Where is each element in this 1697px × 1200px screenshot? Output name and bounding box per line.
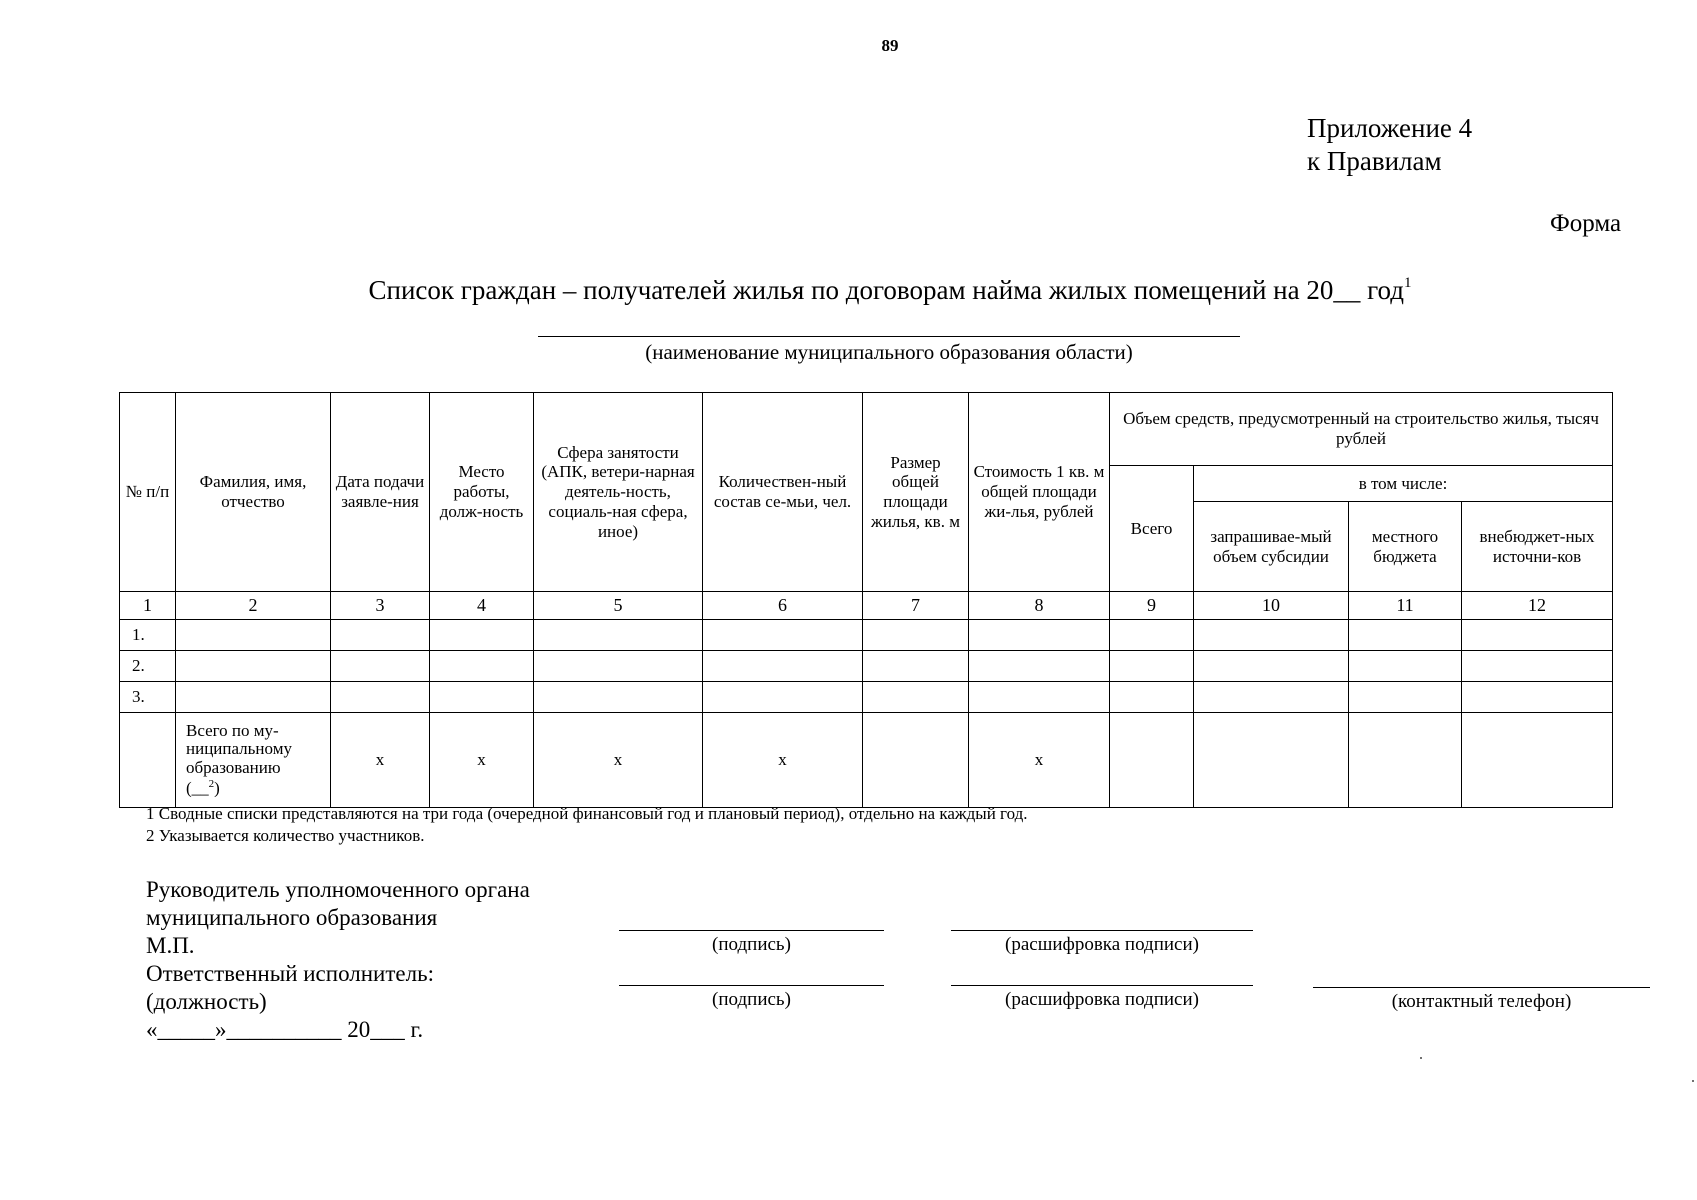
- table-cell: [1349, 682, 1462, 713]
- municipality-caption: (наименование муниципального образования области): [645, 340, 1133, 364]
- table-cell: [863, 682, 969, 713]
- table-cell: [1462, 651, 1613, 682]
- table-row: [120, 682, 1613, 713]
- header-price-per-sqm: Стоимость 1 кв. м общей площади жи-лья, рублей: [969, 393, 1110, 592]
- column-number: 5: [534, 592, 703, 620]
- column-number: 11: [1349, 592, 1462, 620]
- header-subsidy: запрашивае-мый объем субсидии: [1194, 502, 1349, 592]
- table-cell: [703, 651, 863, 682]
- table-cell: [430, 682, 534, 713]
- head-decoding-caption: (расшифровка подписи): [1005, 934, 1199, 955]
- header-workplace: Место работы, долж-ность: [430, 393, 534, 592]
- header-employment-sphere: Сфера занятости (АПК, ветери-нарная деятель-ность, социаль-ная сфера, иное): [534, 393, 703, 592]
- table-cell: [703, 620, 863, 651]
- scan-speck: [1692, 1080, 1694, 1082]
- table-cell: [969, 620, 1110, 651]
- title-text: Список граждан – получателей жилья по договорам найма жилых помещений на 20__ год: [368, 275, 1404, 305]
- row-index: 2.: [120, 651, 176, 682]
- table-cell: [863, 620, 969, 651]
- participants-blank: (__: [186, 778, 209, 798]
- head-title-line-1: Руководитель уполномоченного органа: [146, 877, 530, 902]
- executor-signature-caption: (подпись): [712, 989, 791, 1010]
- footnotes: [146, 803, 1028, 847]
- not-applicable-mark: х: [331, 713, 430, 808]
- table-cell: [1349, 620, 1462, 651]
- head-decoding-line: [951, 930, 1253, 931]
- table-cell: [331, 682, 430, 713]
- header-row-1: [120, 393, 1613, 466]
- table-cell: [1194, 682, 1349, 713]
- not-applicable-mark: х: [703, 713, 863, 808]
- table-cell: [1110, 620, 1194, 651]
- header-number: № п/п: [120, 393, 176, 592]
- not-applicable-mark: х: [969, 713, 1110, 808]
- total-footnote-ref: 2: [208, 777, 215, 790]
- executor-decoding-line: [951, 985, 1253, 986]
- appendix-heading: [1307, 112, 1472, 178]
- column-number: 12: [1462, 592, 1613, 620]
- executor-label: Ответственный исполнитель:: [146, 961, 434, 986]
- table-cell: [863, 651, 969, 682]
- header-total: Всего: [1110, 466, 1194, 592]
- page-number: 89: [881, 36, 899, 55]
- column-number: 8: [969, 592, 1110, 620]
- header-including: в том числе:: [1194, 466, 1613, 502]
- total-row: [120, 713, 1613, 808]
- document-title: [200, 275, 1580, 306]
- head-signature-caption: (подпись): [712, 934, 791, 955]
- row-index: 1.: [120, 620, 176, 651]
- table-cell: [430, 620, 534, 651]
- table-cell: [120, 713, 176, 808]
- phone-line: [1313, 987, 1650, 988]
- table-cell: [1110, 651, 1194, 682]
- citizens-list-table: [119, 392, 1613, 808]
- column-numbers-row: [120, 592, 1613, 620]
- table-cell: [1194, 620, 1349, 651]
- table-cell: [969, 682, 1110, 713]
- total-label-cell: [176, 713, 331, 808]
- appendix-line-1: Приложение 4: [1307, 113, 1473, 143]
- header-application-date: Дата подачи заявле-ния: [331, 393, 430, 592]
- total-label: Всего по му-ниципальному образованию: [186, 720, 292, 778]
- column-number: 10: [1194, 592, 1349, 620]
- table-row: [120, 651, 1613, 682]
- table-cell: [1110, 713, 1194, 808]
- executor-decoding-caption: (расшифровка подписи): [1005, 989, 1199, 1010]
- table-cell: [534, 651, 703, 682]
- scan-speck: [1420, 1057, 1422, 1059]
- table-cell: [331, 620, 430, 651]
- column-number: 4: [430, 592, 534, 620]
- table-cell: [430, 651, 534, 682]
- header-family-size: Количествен-ный состав се-мьи, чел.: [703, 393, 863, 592]
- head-title-line-2: муниципального образования: [146, 905, 438, 930]
- stamp-place: М.П.: [146, 933, 195, 958]
- head-signature-line: [619, 930, 884, 931]
- column-number: 7: [863, 592, 969, 620]
- participants-blank-close: ): [214, 778, 220, 798]
- table-cell: [1194, 651, 1349, 682]
- table-cell: [176, 682, 331, 713]
- form-label: Форма: [1550, 210, 1622, 237]
- table-cell: [969, 651, 1110, 682]
- municipality-name-blank: [538, 336, 1240, 337]
- column-number: 2: [176, 592, 331, 620]
- position-label: (должность): [146, 989, 267, 1014]
- not-applicable-mark: х: [430, 713, 534, 808]
- row-index: 3.: [120, 682, 176, 713]
- column-number: 1: [120, 592, 176, 620]
- header-local-budget: местного бюджета: [1349, 502, 1462, 592]
- table-cell: [534, 682, 703, 713]
- table-cell: [1349, 651, 1462, 682]
- table-cell: [176, 651, 331, 682]
- header-area: Размер общей площади жилья, кв. м: [863, 393, 969, 592]
- table-cell: [1194, 713, 1349, 808]
- column-number: 9: [1110, 592, 1194, 620]
- footnote-2: 2 Указывается количество участников.: [146, 826, 425, 845]
- footnote-1: 1 Сводные списки представляются на три года (очередной финансовый год и плановый период), отдельно на каждый год.: [146, 804, 1028, 823]
- header-funding-group: Объем средств, предусмотренный на строительство жилья, тысяч рублей: [1110, 393, 1613, 466]
- table-cell: [331, 651, 430, 682]
- column-number: 6: [703, 592, 863, 620]
- table-cell: [703, 682, 863, 713]
- appendix-line-2: к Правилам: [1307, 146, 1442, 176]
- executor-signature-line: [619, 985, 884, 986]
- table-cell: [1110, 682, 1194, 713]
- table-cell: [863, 713, 969, 808]
- phone-caption: (контактный телефон): [1391, 991, 1572, 1012]
- table-cell: [534, 620, 703, 651]
- header-extrabudgetary: внебюджет-ных источни-ков: [1462, 502, 1613, 592]
- not-applicable-mark: х: [534, 713, 703, 808]
- table-cell: [1462, 682, 1613, 713]
- table-row: [120, 620, 1613, 651]
- signature-block: [146, 876, 530, 1044]
- header-full-name: Фамилия, имя, отчество: [176, 393, 331, 592]
- table-cell: [1462, 620, 1613, 651]
- table-cell: [1349, 713, 1462, 808]
- column-number: 3: [331, 592, 430, 620]
- table-cell: [1462, 713, 1613, 808]
- title-footnote-ref: 1: [1403, 275, 1412, 291]
- table-cell: [176, 620, 331, 651]
- date-line: «_____»__________ 20___ г.: [146, 1017, 424, 1042]
